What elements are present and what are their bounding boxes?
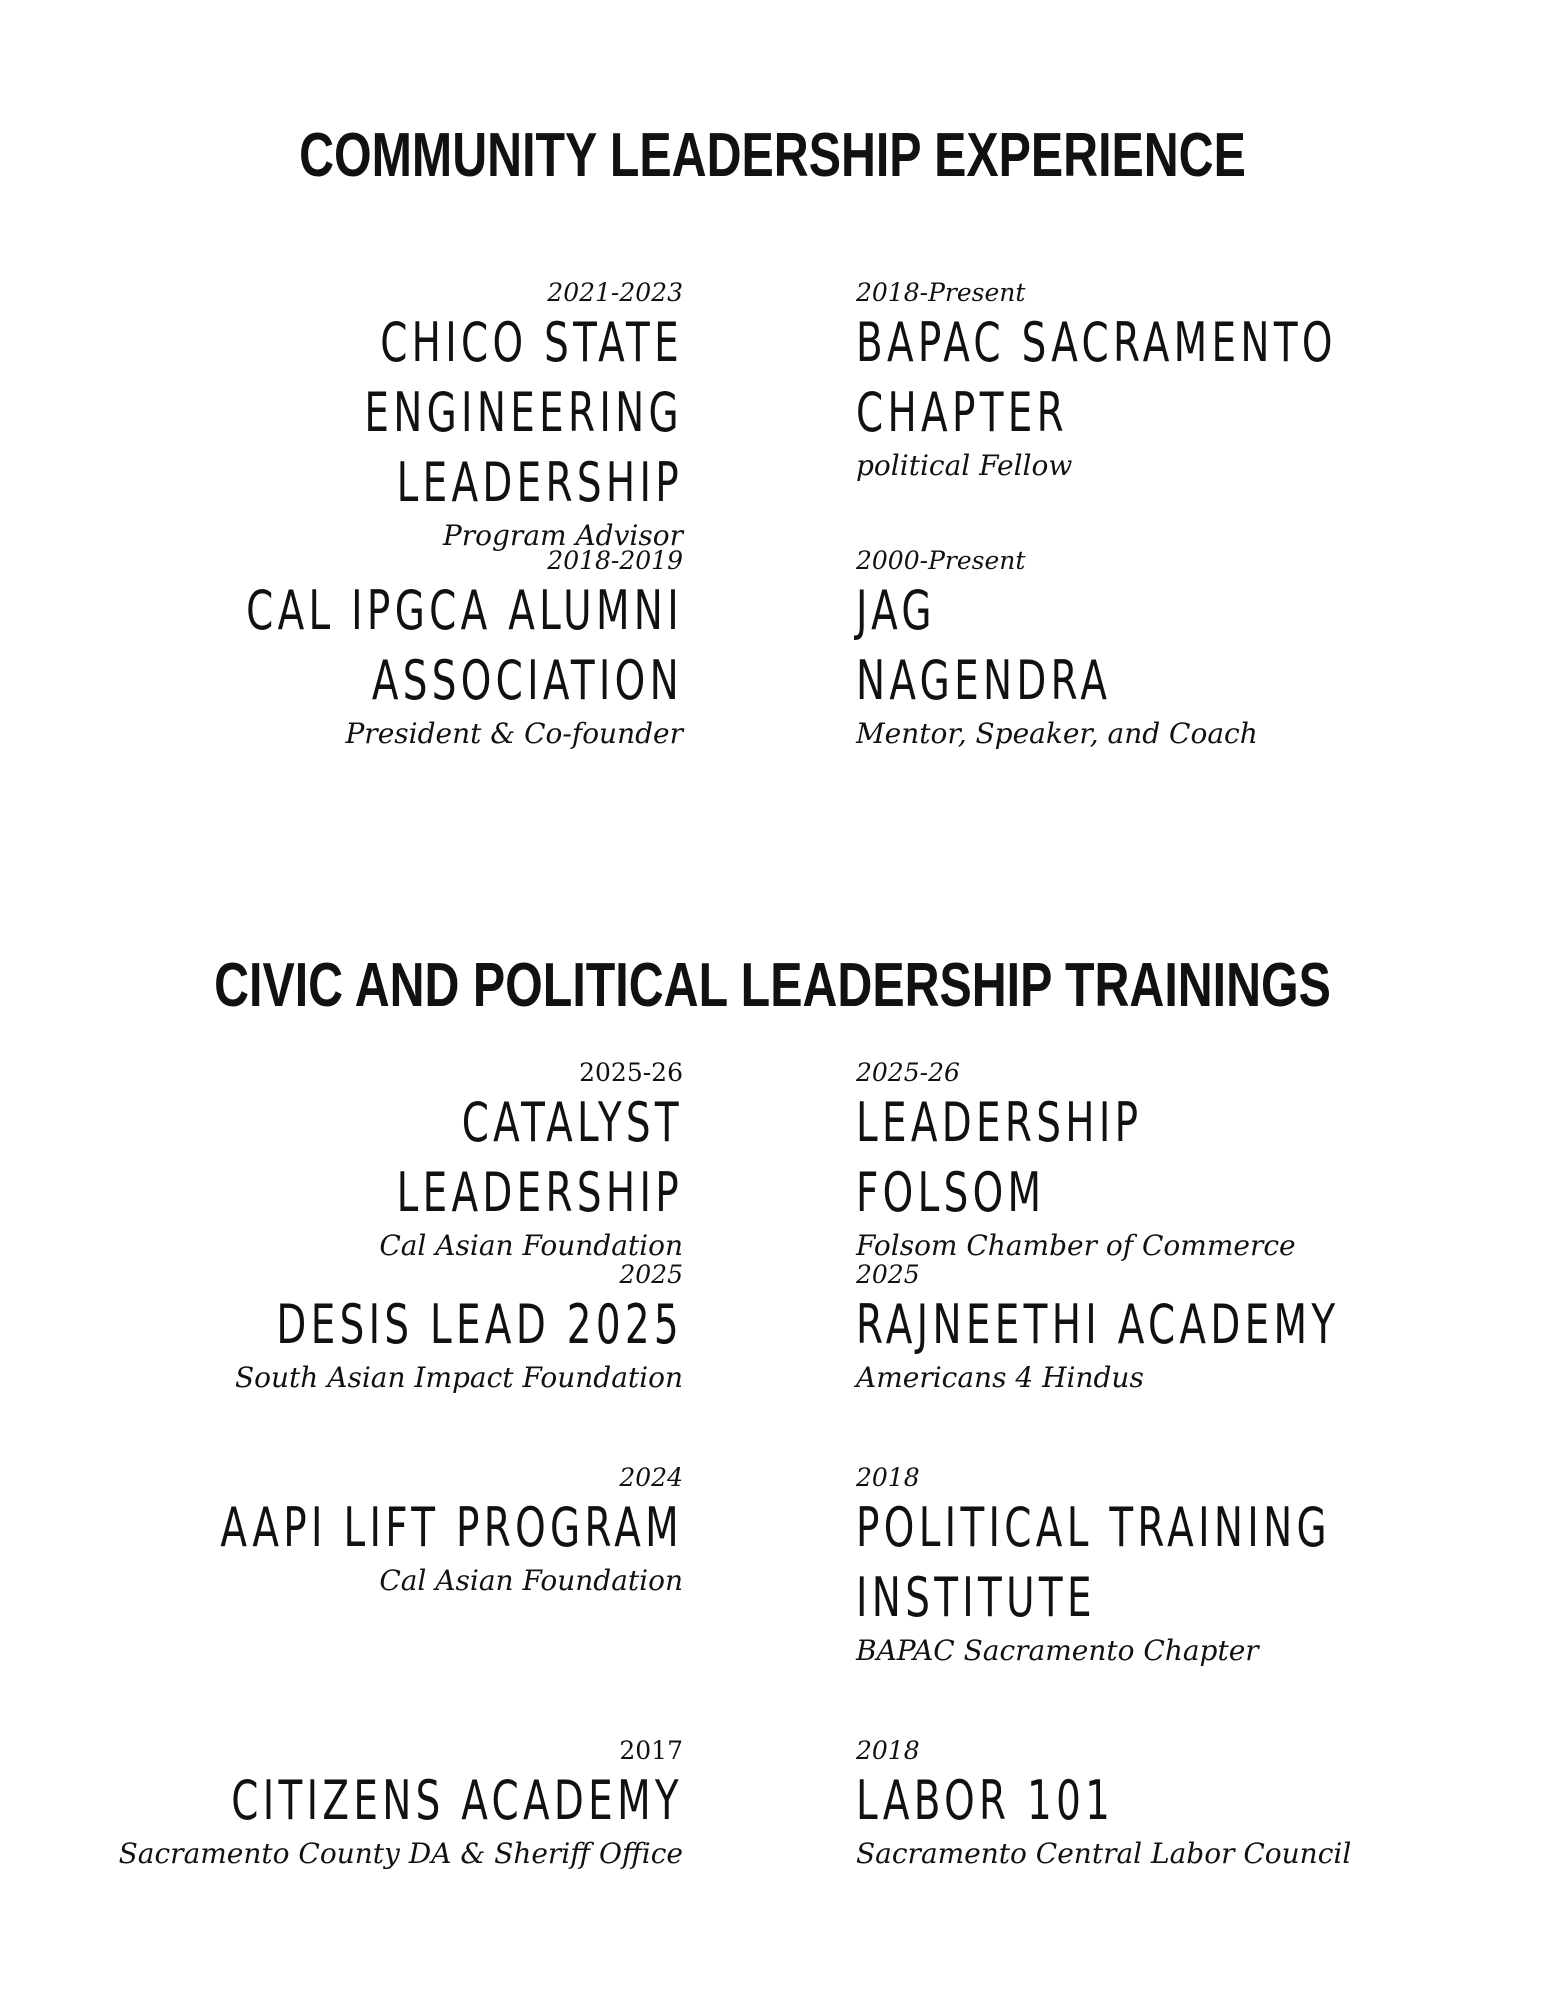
entry-cal-ipgca [3,546,683,752]
entry-citizens-academy [3,1736,683,1872]
entry-years: 2024 [619,1463,683,1492]
entry-name: CITIZENS ACADEMY [231,1769,683,1832]
entry-aapi-lift [3,1463,683,1599]
entry-role: Americans 4 Hindus [856,1361,1144,1394]
entry-labor-101 [856,1736,1536,1872]
entry-jag-nagendra [856,546,1536,752]
entry-years: 2025 [619,1260,683,1289]
entry-name: LABOR 101 [856,1769,1115,1832]
entry-years: 2025-26 [579,1058,683,1087]
entry-years: 2018 [856,1736,920,1765]
entry-role: BAPAC Sacramento Chapter [856,1634,1259,1667]
entry-role: Sacramento County DA & Sheriff Office [118,1837,683,1870]
entry-name: CHICO STATE ENGINEERING LEADERSHIP [364,311,683,514]
entry-name: POLITICAL TRAINING INSTITUTE [856,1496,1331,1629]
entry-years: 2025-26 [856,1058,960,1087]
entry-catalyst-leadership [3,1058,683,1264]
entry-role: Cal Asian Foundation [379,1564,683,1597]
entry-role: Folsom Chamber of Commerce [856,1229,1296,1262]
entry-chico-state [3,278,683,554]
entry-years: 2000-Present [856,546,1026,575]
entry-role: Program Advisor [442,519,683,552]
entry-years: 2025 [856,1260,920,1289]
entry-role: South Asian Impact Foundation [234,1361,683,1394]
entry-role: Sacramento Central Labor Council [856,1837,1352,1870]
entry-name: DESIS LEAD 2025 [276,1293,683,1356]
entry-name: LEADERSHIP FOLSOM [856,1091,1143,1224]
entry-name: RAJNEETHI ACADEMY [856,1293,1340,1356]
entry-leadership-folsom [856,1058,1536,1264]
entry-years: 2017 [619,1736,683,1765]
entry-role: Mentor, Speaker, and Coach [856,717,1258,750]
entry-years: 2018 [856,1463,920,1492]
section-title-community-leadership: COMMUNITY LEADERSHIP EXPERIENCE [299,121,1246,190]
entry-name: JAG NAGENDRA [856,579,1112,712]
entry-name: BAPAC SACRAMENTO CHAPTER [856,311,1337,444]
entry-role: political Fellow [856,449,1073,482]
entry-bapac-sacramento [856,278,1536,484]
entry-years: 2021-2023 [547,278,683,307]
entry-years: 2018-Present [856,278,1026,307]
section-title-civic-political-trainings: CIVIC AND POLITICAL LEADERSHIP TRAININGS [214,951,1331,1020]
entry-years: 2018-2019 [547,546,683,575]
entry-name: CATALYST LEADERSHIP [396,1091,683,1224]
entry-name: AAPI LIFT PROGRAM [220,1496,684,1559]
entry-political-training-institute [856,1463,1536,1669]
entry-desis-lead [3,1260,683,1396]
entry-role: Cal Asian Foundation [379,1229,683,1262]
entry-role: President & Co-founder [345,717,683,750]
entry-name: CAL IPGCA ALUMNI ASSOCIATION [246,579,683,712]
entry-rajneethi-academy [856,1260,1536,1396]
